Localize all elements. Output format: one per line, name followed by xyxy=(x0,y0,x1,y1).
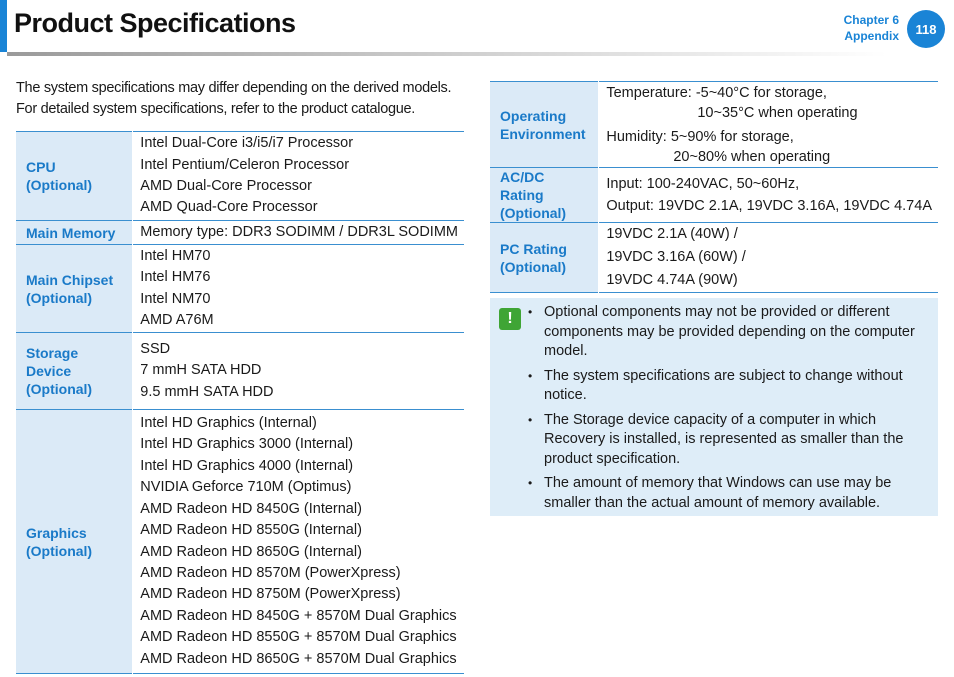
spec-label-text: AC/DC Rating (Optional) xyxy=(500,169,567,221)
spec-value: Temperature: -5~40°C for storage, xyxy=(606,84,827,101)
spec-row-main-memory xyxy=(16,221,464,245)
spec-label xyxy=(16,333,133,410)
spec-value: Intel NM70 xyxy=(140,290,211,307)
spec-value: AMD Quad-Core Processor xyxy=(140,199,318,216)
spec-label-text: Storage Device (Optional) xyxy=(26,345,93,397)
spec-row-main-chipset xyxy=(16,245,464,333)
spec-value: NVIDIA Geforce 710M (Optimus) xyxy=(140,479,352,496)
spec-value: 19VDC 2.1A (40W) / xyxy=(606,226,738,242)
spec-value: 20~80% when operating xyxy=(673,148,831,165)
exclamation-icon: ! xyxy=(499,308,521,330)
spec-label xyxy=(16,132,133,221)
spec-value: Intel HM76 xyxy=(140,269,211,286)
spec-row-pc-rating xyxy=(490,223,938,293)
intro-text: The system specifications may differ depending on the derived models. For detailed system specifications, refer to the product catalogue. xyxy=(16,80,452,117)
spec-values xyxy=(599,82,938,168)
spec-row-storage xyxy=(16,333,464,410)
spec-label xyxy=(490,82,599,168)
spec-value: AMD Radeon HD 8450G + 8570M Dual Graphics xyxy=(140,607,457,624)
spec-table-right xyxy=(490,81,938,293)
spec-value: Output: 19VDC 2.1A, 19VDC 3.16A, 19VDC 4.74A xyxy=(606,198,932,214)
header-accent-bar xyxy=(0,0,7,52)
spec-values xyxy=(133,410,464,674)
spec-value: Intel HM70 xyxy=(140,247,211,264)
spec-label-text: PC Rating (Optional) xyxy=(500,240,567,275)
spec-value: Intel HD Graphics (Internal) xyxy=(140,415,317,432)
note-item: • Optional components may not be provided or different components may be provided depending on the computer model. xyxy=(526,303,931,362)
spec-values xyxy=(133,221,464,245)
spec-label xyxy=(16,410,133,674)
spec-value: Humidity: 5~90% for storage, xyxy=(606,128,794,145)
spec-row-acdc-rating xyxy=(490,168,938,223)
page-number-badge: 118 xyxy=(907,10,945,48)
spec-value: AMD Radeon HD 8570M (PowerXpress) xyxy=(140,564,401,581)
spec-values xyxy=(133,132,464,221)
spec-value: Intel Pentium/Celeron Processor xyxy=(140,156,350,173)
spec-table-left xyxy=(16,131,464,674)
note-item: • The amount of memory that Windows can use may be smaller than the actual amount of memory available. xyxy=(526,474,931,513)
spec-label xyxy=(490,223,599,293)
spec-label-text: CPU (Optional) xyxy=(26,159,93,193)
spec-value: Intel HD Graphics 3000 (Internal) xyxy=(140,436,354,453)
spec-value: AMD Radeon HD 8550G + 8570M Dual Graphics xyxy=(140,629,457,646)
spec-value: AMD A76M xyxy=(140,311,214,328)
spec-value: Intel HD Graphics 4000 (Internal) xyxy=(140,457,354,474)
spec-values xyxy=(133,245,464,333)
spec-value: AMD Radeon HD 8450G (Internal) xyxy=(140,500,362,517)
spec-value: 7 mmH SATA HDD xyxy=(140,362,262,379)
spec-value: 19VDC 4.74A (90W) xyxy=(606,272,738,288)
spec-value: AMD Radeon HD 8750M (PowerXpress) xyxy=(140,586,401,603)
spec-value: AMD Radeon HD 8650G + 8570M Dual Graphics xyxy=(140,650,457,667)
header-divider xyxy=(7,52,887,56)
spec-label-text: Main Memory xyxy=(26,224,116,241)
spec-value: AMD Radeon HD 8650G (Internal) xyxy=(140,543,362,560)
spec-row-cpu xyxy=(16,132,464,221)
spec-label-text: Graphics (Optional) xyxy=(26,524,93,559)
page-title: Product Specifications xyxy=(14,8,296,38)
spec-label xyxy=(16,221,133,245)
spec-value: AMD Radeon HD 8550G (Internal) xyxy=(140,522,362,539)
spec-value: Intel Dual-Core i3/i5/i7 Processor xyxy=(140,135,354,152)
chapter-label xyxy=(844,12,899,44)
spec-value: 10~35°C when operating xyxy=(697,104,858,121)
spec-label xyxy=(16,245,133,333)
spec-value: SSD xyxy=(140,340,171,357)
note-box xyxy=(490,298,938,516)
note-item: • The Storage device capacity of a computer in which Recovery is installed, is represented as smaller than the product specification. xyxy=(526,411,931,470)
spec-value: Input: 100-240VAC, 50~60Hz, xyxy=(606,176,800,192)
spec-value: 9.5 mmH SATA HDD xyxy=(140,383,274,400)
note-list xyxy=(526,303,931,518)
note-item: • The system specifications are subject to change without notice. xyxy=(526,367,931,406)
spec-value: 19VDC 3.16A (60W) / xyxy=(606,249,746,265)
chapter-number: Chapter 6 xyxy=(843,13,899,27)
spec-values xyxy=(599,223,938,293)
spec-label xyxy=(490,168,599,223)
chapter-name: Appendix xyxy=(844,29,899,43)
spec-value: Memory type: DDR3 SODIMM / DDR3L SODIMM xyxy=(140,223,458,240)
spec-value: AMD Dual-Core Processor xyxy=(140,178,312,194)
spec-values xyxy=(599,168,938,223)
spec-row-operating-environment xyxy=(490,82,938,168)
spec-label-text: Main Chipset (Optional) xyxy=(26,271,114,306)
spec-label-text: Operating Environment xyxy=(500,107,586,142)
spec-row-graphics xyxy=(16,410,464,674)
spec-values xyxy=(133,333,464,410)
